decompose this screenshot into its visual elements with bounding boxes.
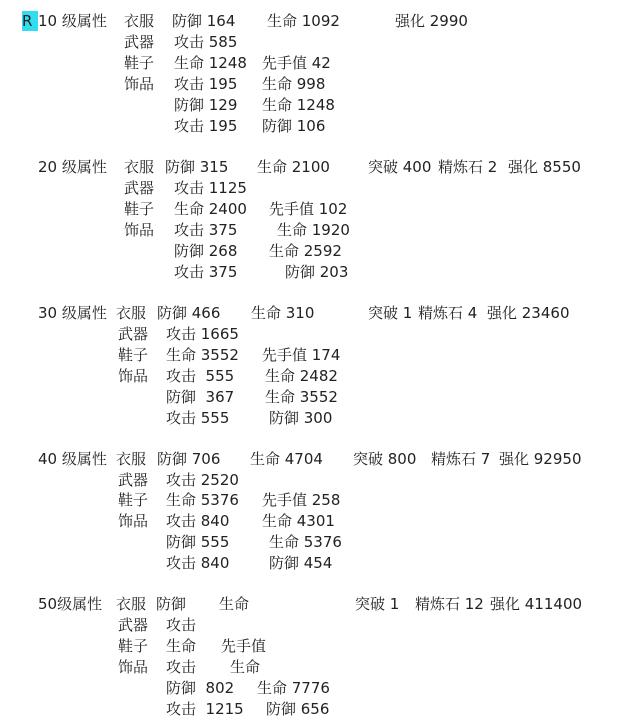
stat-value: 攻击 555 (166, 367, 235, 385)
slot-label: 鞋子 (124, 54, 155, 72)
stat-value: 生命 3552 (166, 346, 239, 364)
stat-value: 生命 998 (262, 75, 326, 93)
stat-value: 攻击 585 (174, 33, 238, 51)
stat-value: 防御 106 (262, 117, 326, 135)
stat-value: 生命 4301 (262, 512, 335, 530)
upgrade-cost: 强化 8550 (508, 158, 581, 176)
stat-value: 生命 2592 (269, 242, 342, 260)
level-heading: 10 级属性 (38, 12, 107, 30)
slot-label: 衣服 (116, 450, 147, 468)
breakthrough-cost: 突破 1 (355, 595, 400, 613)
stat-value: 攻击 1215 (166, 700, 244, 718)
slot-label: 衣服 (116, 304, 147, 322)
level-heading: 20 级属性 (38, 158, 107, 176)
stat-value: 生命 (230, 658, 261, 676)
slot-label: 衣服 (124, 158, 155, 176)
slot-label: 鞋子 (124, 200, 155, 218)
stat-value: 生命 1248 (262, 96, 335, 114)
cursor-marker: R (22, 12, 33, 30)
stat-value: 攻击 375 (174, 221, 238, 239)
stat-value: 攻击 1125 (174, 179, 247, 197)
slot-label: 武器 (118, 616, 149, 634)
stat-value: 攻击 (166, 616, 197, 634)
stat-value: 生命 2100 (257, 158, 330, 176)
stat-value: 攻击 555 (166, 409, 230, 427)
stat-value: 生命 (166, 637, 197, 655)
slot-label: 饰品 (124, 221, 155, 239)
stat-value: 防御 466 (157, 304, 221, 322)
stat-value: 防御 (156, 595, 187, 613)
stat-value: 攻击 840 (166, 554, 230, 572)
stat-value: 防御 203 (285, 263, 349, 281)
stat-value: 防御 129 (174, 96, 238, 114)
stat-value: 生命 2400 (174, 200, 247, 218)
stat-value: 攻击 2520 (166, 471, 239, 489)
stat-value: 防御 802 (166, 679, 235, 697)
slot-label: 武器 (124, 33, 155, 51)
upgrade-cost: 强化 411400 (490, 595, 583, 613)
stat-value: 生命 1248 (174, 54, 247, 72)
stat-value: 防御 164 (172, 12, 236, 30)
stat-value: 生命 5376 (269, 533, 342, 551)
stat-value: 攻击 375 (174, 263, 238, 281)
stat-value: 防御 555 (166, 533, 230, 551)
stat-value: 防御 454 (269, 554, 333, 572)
stat-value: 先手值 174 (262, 346, 341, 364)
stat-value: 防御 300 (269, 409, 333, 427)
slot-label: 武器 (124, 179, 155, 197)
stat-value: 防御 656 (266, 700, 330, 718)
breakthrough-cost: 突破 800 (353, 450, 417, 468)
stat-value: 先手值 42 (262, 54, 331, 72)
stat-value: 防御 268 (174, 242, 238, 260)
breakthrough-cost: 突破 1 (368, 304, 413, 322)
refine-stone-cost: 精炼石 12 (415, 595, 484, 613)
stat-value: 先手值 258 (262, 491, 341, 509)
stat-value: 攻击 840 (166, 512, 230, 530)
slot-label: 鞋子 (118, 491, 149, 509)
stat-value: 生命 310 (251, 304, 315, 322)
slot-label: 饰品 (118, 367, 149, 385)
stat-value: 生命 (219, 595, 250, 613)
slot-label: 武器 (118, 471, 149, 489)
stat-value: 生命 1920 (277, 221, 350, 239)
upgrade-cost: 强化 23460 (487, 304, 570, 322)
stat-value: 攻击 (166, 658, 197, 676)
stat-value: 先手值 (221, 637, 267, 655)
stat-value: 生命 1092 (267, 12, 340, 30)
refine-stone-cost: 精炼石 4 (418, 304, 478, 322)
stat-value: 防御 706 (157, 450, 221, 468)
refine-stone-cost: 精炼石 2 (438, 158, 498, 176)
slot-label: 饰品 (118, 512, 149, 530)
level-heading: 30 级属性 (38, 304, 107, 322)
slot-label: 武器 (118, 325, 149, 343)
stat-value: 生命 7776 (257, 679, 330, 697)
level-heading: 40 级属性 (38, 450, 107, 468)
stat-value: 攻击 1665 (166, 325, 239, 343)
stat-value: 攻击 195 (174, 117, 238, 135)
slot-label: 衣服 (116, 595, 147, 613)
slot-label: 饰品 (124, 75, 155, 93)
slot-label: 衣服 (124, 12, 155, 30)
upgrade-cost: 强化 2990 (395, 12, 468, 30)
level-heading: 50级属性 (38, 595, 103, 613)
slot-label: 鞋子 (118, 637, 149, 655)
slot-label: 鞋子 (118, 346, 149, 364)
upgrade-cost: 强化 92950 (499, 450, 582, 468)
refine-stone-cost: 精炼石 7 (431, 450, 491, 468)
stat-value: 防御 315 (165, 158, 229, 176)
stat-value: 生命 3552 (265, 388, 338, 406)
slot-label: 饰品 (118, 658, 149, 676)
stat-value: 先手值 102 (269, 200, 348, 218)
stat-value: 生命 5376 (166, 491, 239, 509)
breakthrough-cost: 突破 400 (368, 158, 432, 176)
stat-value: 防御 367 (166, 388, 235, 406)
stat-value: 生命 4704 (250, 450, 323, 468)
stat-value: 攻击 195 (174, 75, 238, 93)
stat-value: 生命 2482 (265, 367, 338, 385)
